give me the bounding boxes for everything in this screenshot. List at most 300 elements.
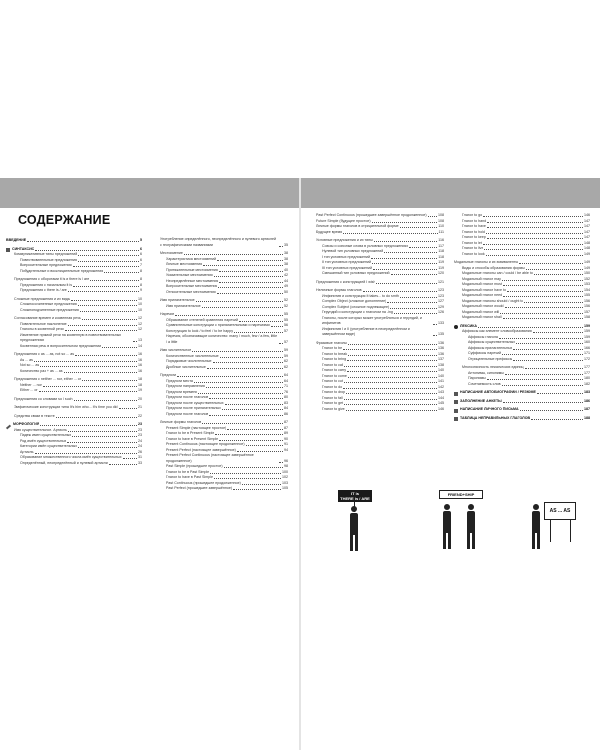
dot-leader bbox=[348, 344, 437, 345]
dot-leader bbox=[217, 260, 283, 261]
toc-page-number: 148 bbox=[584, 240, 590, 245]
toc-page-number: 12 bbox=[138, 327, 142, 331]
toc-entry bbox=[454, 399, 590, 405]
toc-column-4 bbox=[454, 213, 590, 421]
dot-leader bbox=[78, 305, 137, 306]
dot-leader bbox=[82, 319, 137, 320]
toc-page-number: 159 bbox=[584, 334, 590, 339]
toc-page-number: 143 bbox=[438, 390, 444, 394]
toc-page-number: 110 bbox=[438, 224, 444, 228]
toc-page-number: 150 bbox=[584, 271, 590, 275]
toc-page-number: 149 bbox=[584, 251, 590, 256]
toc-page-number: 64 bbox=[284, 373, 288, 377]
dot-leader bbox=[487, 379, 583, 380]
toc-entry-title: Глагол to live bbox=[462, 246, 484, 250]
toc-page-number: 6 bbox=[140, 246, 142, 251]
toc-entry bbox=[152, 237, 288, 248]
toc-entry-title: Род имён существительных bbox=[20, 438, 67, 443]
toc-entry-title: Союзы и союзные слова в условных предложениях bbox=[322, 243, 409, 248]
toc-entry-title: Неопределённые местоимения bbox=[166, 278, 219, 283]
dot-leader bbox=[75, 355, 137, 356]
toc-page-number: 146 bbox=[438, 406, 444, 411]
toc-page-number: 12 bbox=[138, 321, 142, 326]
toc-page-number: 129 bbox=[438, 304, 444, 309]
dot-leader bbox=[487, 238, 583, 239]
toc-entry-title: Модальные глаголы can / could / be able to bbox=[462, 271, 533, 275]
dot-leader bbox=[72, 436, 137, 437]
toc-entry-title: Future Simple (будущее простое) bbox=[316, 218, 371, 223]
toc-page-number: 159 bbox=[584, 323, 590, 328]
toc-page-number: 8 bbox=[140, 268, 142, 273]
toc-entry bbox=[308, 407, 444, 413]
dot-leader bbox=[387, 302, 437, 303]
toc-page-number: 10 bbox=[138, 307, 142, 312]
toc-entry-title: НАПИСАНИЕ АВТОБИОГРАФИИ / РЕЗЮМЕ bbox=[460, 390, 536, 394]
dot-leader bbox=[67, 442, 137, 443]
board-leg-right bbox=[570, 520, 571, 542]
toc-page-number: 126 bbox=[438, 310, 444, 314]
dot-leader bbox=[203, 265, 283, 266]
toc-entry-title: Указательные местоимения bbox=[166, 273, 213, 277]
dot-leader bbox=[198, 393, 283, 394]
toc-entry-title: Будущее время bbox=[316, 229, 343, 234]
dot-leader bbox=[279, 246, 283, 247]
toc-entry-title: Предложения с there is / are bbox=[20, 288, 67, 292]
toc-entry-title: Глагол to keep bbox=[462, 235, 486, 239]
toc-entry-title: Глагол to have в Present Simple bbox=[166, 436, 219, 441]
toc-entry-title: Повелительное наклонение bbox=[20, 321, 67, 326]
toc-entry-title: Neither ... nor bbox=[20, 382, 42, 387]
toc-page-number: 8 bbox=[140, 282, 142, 287]
toc-page-number: 22 bbox=[138, 413, 142, 418]
dot-leader bbox=[202, 307, 283, 308]
toc-page-number: 91 bbox=[284, 442, 288, 446]
person-figure-right bbox=[467, 504, 475, 549]
dot-leader bbox=[78, 255, 139, 256]
toc-entry-title: Предлоги места bbox=[166, 378, 193, 383]
toc-entry-title: Предложения с as ... as, not so ... as bbox=[14, 352, 74, 356]
dot-leader bbox=[400, 297, 437, 298]
toc-page-number: 140 bbox=[438, 368, 444, 372]
toc-page-number: 49 bbox=[284, 284, 288, 288]
toc-page-number: 148 bbox=[584, 246, 590, 250]
dot-leader bbox=[347, 371, 437, 372]
toc-entry-title: НАПИСАНИЕ ЛИЧНОГО ПИСЬМА bbox=[460, 407, 519, 411]
toc-entry-title: Инфинитив I и II (употребление в неопределённом и завершённом виде) bbox=[322, 326, 410, 336]
dot-leader bbox=[109, 464, 137, 465]
toc-entry bbox=[454, 416, 590, 422]
dot-leader bbox=[214, 276, 283, 277]
toc-page-number: 156 bbox=[584, 298, 590, 303]
toc-entry-title: Характеристика местоимений bbox=[166, 256, 217, 261]
dot-leader bbox=[177, 376, 283, 377]
toc-page-number: 137 bbox=[438, 357, 444, 361]
toc-entry bbox=[6, 333, 142, 344]
dot-leader bbox=[218, 287, 283, 288]
toc-entry-title: Предлоги bbox=[160, 373, 177, 377]
toc-entry-title: Глагол to cut bbox=[322, 379, 343, 383]
toc-entry-title: Past Continuous (прошедшее продолженное) bbox=[166, 480, 241, 485]
toc-entry bbox=[6, 461, 142, 467]
toc-page-number: 108 bbox=[438, 218, 444, 223]
toc-page-number: 64 bbox=[284, 378, 288, 383]
toc-entry bbox=[454, 382, 590, 388]
toc-page-number: 180 bbox=[584, 376, 590, 380]
toc-page-number: 182 bbox=[584, 381, 590, 386]
toc-entry-title: Модальные глаголы и их эквиваленты bbox=[454, 260, 519, 264]
toc-entry bbox=[6, 344, 142, 350]
toc-entry-title: Антонимы, синонимы bbox=[468, 370, 504, 375]
toc-entry-title: Глагол to have bbox=[462, 224, 486, 228]
toc-page-number: 52 bbox=[284, 303, 288, 308]
toc-entry-title: Сочетаемость слов bbox=[468, 381, 501, 386]
dot-leader bbox=[74, 400, 137, 401]
toc-entry bbox=[152, 365, 288, 371]
toc-page-number: 20 bbox=[138, 396, 142, 401]
toc-page-number: 140 bbox=[438, 373, 444, 378]
toc-entry-title: Модальный глагол have to bbox=[462, 287, 506, 292]
toc-page-number: 62 bbox=[284, 364, 288, 369]
toc-page-number: 108 bbox=[438, 213, 444, 217]
dot-leader bbox=[80, 311, 137, 312]
toc-entry-title: Предложения с конструкцией I wish bbox=[316, 279, 376, 284]
toc-page-number: 18 bbox=[138, 377, 142, 381]
sign-board-it-is bbox=[338, 490, 372, 502]
toc-entry-title: Побудительные и восклицательные предложения bbox=[20, 268, 104, 273]
toc-entry-title: Многозначность лексических единиц bbox=[462, 365, 524, 369]
dot-leader bbox=[486, 255, 583, 256]
dot-leader bbox=[483, 244, 583, 245]
toc-page-number: 123 bbox=[438, 293, 444, 298]
toc-page-number: 23 bbox=[138, 427, 142, 432]
toc-entry bbox=[454, 252, 590, 258]
toc-page-number: 56 bbox=[284, 323, 288, 327]
toc-entry-title: Present Perfect (настоящее завершённое) bbox=[166, 447, 236, 452]
dot-leader bbox=[533, 332, 583, 333]
toc-entry-title: Модальный глагол may bbox=[462, 276, 501, 281]
page-title: СОДЕРЖАНИЕ bbox=[18, 213, 111, 227]
toc-page-number: 147 bbox=[584, 235, 590, 239]
dot-leader bbox=[519, 263, 583, 264]
toc-page-number: 42 bbox=[284, 273, 288, 277]
toc-page-number: 118 bbox=[438, 254, 444, 259]
toc-entry bbox=[152, 412, 288, 418]
toc-page-number: 13 bbox=[138, 338, 142, 342]
dot-leader bbox=[347, 360, 437, 361]
illustration-friendship bbox=[435, 490, 490, 550]
toc-entry-title: Наречия, обозначающие количество: many / much, few / a few, little / a little bbox=[166, 334, 278, 344]
toc-entry bbox=[454, 357, 590, 363]
dot-leader bbox=[344, 399, 437, 400]
toc-entry-title: Инфинитив и конструкция It takes... to do smth bbox=[322, 293, 399, 298]
dot-leader bbox=[40, 366, 137, 367]
toc-entry-title: Глагол to be в Present Simple bbox=[166, 431, 215, 435]
dot-leader bbox=[227, 429, 283, 430]
dot-leader bbox=[234, 332, 283, 333]
dot-leader bbox=[194, 382, 283, 383]
toc-page-number: 87 bbox=[284, 425, 288, 430]
toc-page-number: 147 bbox=[584, 229, 590, 234]
dot-leader bbox=[90, 280, 139, 281]
toc-page-number: 133 bbox=[438, 321, 444, 325]
toc-entry-title: As ... as bbox=[20, 357, 33, 362]
toc-entry-title: МОРФОЛОГИЯ bbox=[13, 422, 40, 426]
toc-entry bbox=[6, 414, 142, 420]
toc-entry-title: Имя существительное. Артикль bbox=[14, 427, 67, 432]
dot-leader bbox=[526, 269, 583, 270]
dot-leader bbox=[123, 458, 137, 459]
dot-leader bbox=[217, 293, 283, 294]
board-leg-left bbox=[550, 520, 551, 542]
toc-page-number: 55 bbox=[284, 317, 288, 322]
toc-page-number: 177 bbox=[584, 365, 590, 369]
dot-leader bbox=[384, 252, 437, 253]
toc-entry-title: Имя числительное bbox=[160, 348, 192, 352]
dot-leader bbox=[35, 453, 137, 454]
toc-entry bbox=[6, 288, 142, 294]
toc-page-number: 18 bbox=[138, 382, 142, 387]
toc-entry-title: Present Continuous (настоящее продолженное) bbox=[166, 442, 245, 446]
dot-leader bbox=[219, 440, 283, 441]
toc-page-number: 177 bbox=[584, 370, 590, 375]
toc-page-number: 120 bbox=[438, 271, 444, 275]
section-bullet-icon bbox=[454, 392, 458, 396]
toc-entry-title: Наречие bbox=[160, 312, 175, 316]
toc-entry-title: Количество раз + as ... as bbox=[20, 368, 63, 373]
toc-page-number: 146 bbox=[584, 213, 590, 217]
toc-entry-title: III тип условных предложений bbox=[322, 265, 373, 270]
toc-page-number: 16 bbox=[138, 368, 142, 373]
sign-text-friendship: FRIEND+SHIP bbox=[447, 492, 475, 497]
toc-page-number: 187 bbox=[584, 407, 590, 411]
toc-entry-title: Глагол to go bbox=[462, 213, 483, 217]
toc-entry-title: Герундий и конструкции с глаголом на -ing bbox=[322, 310, 393, 314]
toc-entry bbox=[6, 269, 142, 275]
toc-page-number: 55 bbox=[284, 312, 288, 316]
toc-entry-title: Категории имён существительных bbox=[20, 444, 78, 448]
toc-entry bbox=[308, 230, 444, 236]
dot-leader bbox=[271, 326, 283, 327]
toc-page-number: 23 bbox=[138, 433, 142, 437]
toc-page-number: 19 bbox=[138, 388, 142, 392]
toc-entry-title: Глагол to bring bbox=[322, 357, 347, 361]
toc-entry-title: Имя прилагательное bbox=[160, 298, 195, 302]
toc-entry-title: ЛЕКСИКА bbox=[460, 323, 478, 328]
toc-entry bbox=[6, 397, 142, 403]
toc-entry-title: Отрицательные префиксы bbox=[468, 356, 513, 361]
dot-leader bbox=[348, 377, 437, 378]
toc-entry-title: Глаголы в косвенной речи bbox=[20, 327, 64, 331]
toc-column-2 bbox=[152, 237, 288, 492]
dot-leader bbox=[219, 282, 283, 283]
toc-page-number: 141 bbox=[438, 379, 444, 383]
chalk-board bbox=[544, 502, 576, 520]
section-bullet-icon bbox=[454, 417, 458, 421]
toc-entry bbox=[152, 290, 288, 296]
teacher-figure bbox=[532, 504, 540, 549]
dot-leader bbox=[71, 300, 137, 301]
dot-leader bbox=[175, 315, 283, 316]
toc-page-number: 154 bbox=[584, 287, 590, 292]
toc-page-number: 135 bbox=[438, 332, 444, 336]
dot-leader bbox=[78, 447, 137, 448]
toc-page-number: 98 bbox=[284, 464, 288, 468]
person-figure-left bbox=[443, 504, 451, 549]
dot-leader bbox=[206, 387, 283, 388]
toc-entry-title: Complex Subject (сложное подлежащее) bbox=[322, 304, 390, 309]
toc-entry-title: Предлоги после существительных bbox=[166, 400, 224, 405]
dot-leader bbox=[56, 417, 137, 418]
toc-entry-title: Глагол to be в Past Simple bbox=[166, 469, 210, 474]
toc-entry-title: Модальный глагол will bbox=[462, 309, 500, 314]
dot-leader bbox=[371, 258, 437, 259]
toc-entry-title: Модальный глагол must bbox=[462, 282, 502, 286]
toc-entry bbox=[6, 405, 142, 411]
dot-leader bbox=[207, 368, 283, 369]
toc-entry-title: Аффиксы прилагательных bbox=[468, 345, 513, 350]
toc-page-number: 52 bbox=[284, 298, 288, 302]
toc-page-number: 57 bbox=[284, 328, 288, 333]
toc-page-number: 157 bbox=[584, 309, 590, 314]
dot-leader bbox=[343, 388, 437, 389]
toc-page-number: 31 bbox=[138, 455, 142, 459]
dot-leader bbox=[210, 473, 281, 474]
toc-entry-title: Артикль bbox=[20, 449, 34, 454]
toc-page-number: 117 bbox=[438, 243, 444, 248]
dot-leader bbox=[372, 222, 437, 223]
dot-leader bbox=[40, 425, 137, 426]
toc-page-number: 9 bbox=[140, 288, 142, 292]
dot-leader bbox=[68, 291, 139, 292]
dot-leader bbox=[78, 261, 139, 262]
dot-leader bbox=[82, 380, 137, 381]
toc-page-number: 76 bbox=[284, 389, 288, 394]
dot-leader bbox=[513, 349, 583, 350]
dot-leader bbox=[502, 354, 583, 355]
section-bullet-icon bbox=[454, 400, 458, 404]
toc-entry-title: Глагол to break bbox=[322, 351, 348, 356]
dot-leader bbox=[525, 368, 583, 369]
toc-entry-title: Глагол to fall bbox=[322, 395, 343, 400]
dot-leader bbox=[73, 266, 139, 267]
toc-entry-title: Изменение прямой речи на косвенную в повествовательных предложениях bbox=[20, 332, 122, 342]
toc-page-number: 136 bbox=[438, 351, 444, 356]
toc-page-number: 153 bbox=[584, 282, 590, 286]
dot-leader bbox=[372, 263, 437, 264]
toc-entry-title: Косвенная речь в вопросительном предложении bbox=[20, 343, 102, 348]
toc-page-number: 59 bbox=[284, 348, 288, 352]
toc-entry-title: Эмфатические конструкции типа It's him who... It's time you did bbox=[14, 405, 118, 409]
section-bullet-icon bbox=[6, 248, 10, 252]
section-bullet-icon bbox=[454, 325, 458, 329]
toc-entry-title: СИНТАКСИС bbox=[12, 246, 35, 251]
toc-entry-title: Употребление определённого, неопределённого и нулевого артиклей с географическими названиями bbox=[160, 237, 277, 247]
toc-entry bbox=[308, 327, 444, 338]
dot-leader bbox=[505, 307, 583, 308]
toc-page-number: 90 bbox=[284, 436, 288, 441]
dot-leader bbox=[499, 338, 583, 339]
toc-entry-title: Предложения с оборотами it is и there is / are bbox=[14, 277, 90, 281]
toc-entry bbox=[152, 486, 288, 492]
toc-entry bbox=[6, 369, 142, 375]
dot-leader bbox=[486, 233, 583, 234]
toc-page-number: 84 bbox=[284, 406, 288, 410]
toc-page-number: 10 bbox=[138, 302, 142, 306]
toc-entry-title: Глагол to look bbox=[462, 251, 485, 256]
dot-leader bbox=[478, 327, 583, 328]
toc-entry-title: Глагол to do bbox=[322, 384, 343, 389]
toc-entry bbox=[454, 315, 590, 321]
dot-leader bbox=[246, 445, 283, 446]
toc-page-number: 103 bbox=[282, 480, 288, 485]
dot-leader bbox=[487, 227, 583, 228]
toc-entry-title: Условные предложения и их типы bbox=[316, 238, 373, 242]
toc-page-number: 138 bbox=[438, 362, 444, 367]
board-text: AS ... AS bbox=[549, 508, 571, 514]
toc-page-number: 16 bbox=[138, 357, 142, 362]
dot-leader bbox=[239, 321, 283, 322]
dot-leader bbox=[513, 360, 583, 361]
toc-page-number: 152 bbox=[584, 276, 590, 281]
toc-entry-title: Предлоги после глаголов bbox=[166, 395, 209, 399]
toc-entry-title: Модальный глагол need bbox=[462, 293, 503, 297]
toc-entry bbox=[308, 271, 444, 277]
toc-page-number: 100 bbox=[282, 469, 288, 474]
toc-entry bbox=[6, 238, 142, 244]
toc-page-number: 144 bbox=[438, 395, 444, 400]
toc-entry-title: Личные формы глаголов bbox=[160, 420, 202, 424]
toc-entry-title: Either ... or bbox=[20, 388, 38, 392]
toc-entry-title: Вопросительные местоимения bbox=[166, 284, 218, 288]
toc-column-1 bbox=[6, 236, 142, 466]
dot-leader bbox=[35, 250, 139, 251]
dot-leader bbox=[524, 302, 583, 303]
toc-page-number: 118 bbox=[438, 249, 444, 253]
dot-leader bbox=[344, 382, 437, 383]
dot-leader bbox=[68, 431, 137, 432]
toc-entry bbox=[454, 390, 590, 396]
toc-page-number: 10 bbox=[138, 296, 142, 301]
toc-entry-title: Глагол to drop bbox=[322, 390, 346, 394]
dot-leader bbox=[346, 393, 437, 394]
toc-page-number: 171 bbox=[584, 351, 590, 355]
toc-entry-title: Глагол to let bbox=[462, 240, 482, 245]
toc-entry-title: Дробные числительные bbox=[166, 364, 206, 369]
toc-entry-title: Согласование времен и косвенная речь bbox=[14, 316, 81, 320]
toc-entry-title: Фразовые глаголы bbox=[316, 340, 347, 345]
toc-entry-title: Вопросительные предложения bbox=[20, 263, 72, 267]
dot-leader bbox=[242, 484, 281, 485]
toc-entry-title: Аффиксы как элемент словообразования bbox=[462, 329, 532, 333]
toc-entry-title: Сложносочиненные предложения bbox=[20, 302, 77, 306]
toc-page-number: 186 bbox=[584, 398, 590, 403]
toc-entry-title: II тип условных предложений bbox=[322, 260, 372, 264]
toc-page-number: 119 bbox=[438, 260, 444, 264]
toc-entry-title: Not so ... as bbox=[20, 363, 40, 367]
dot-leader bbox=[133, 341, 137, 342]
dot-leader bbox=[344, 366, 437, 367]
toc-page-number: 80 bbox=[284, 395, 288, 399]
toc-page-number: 183 bbox=[584, 390, 590, 394]
toc-page-number: 33 bbox=[138, 460, 142, 465]
dot-leader bbox=[209, 398, 283, 399]
toc-page-number: 147 bbox=[584, 218, 590, 223]
toc-page-number: 111 bbox=[438, 229, 444, 234]
toc-page-number: 7 bbox=[140, 263, 142, 267]
toc-page-number: 87 bbox=[284, 420, 288, 424]
toc-entry-title: Complex Object (сложное дополнение) bbox=[322, 299, 387, 303]
dot-leader bbox=[184, 254, 283, 255]
